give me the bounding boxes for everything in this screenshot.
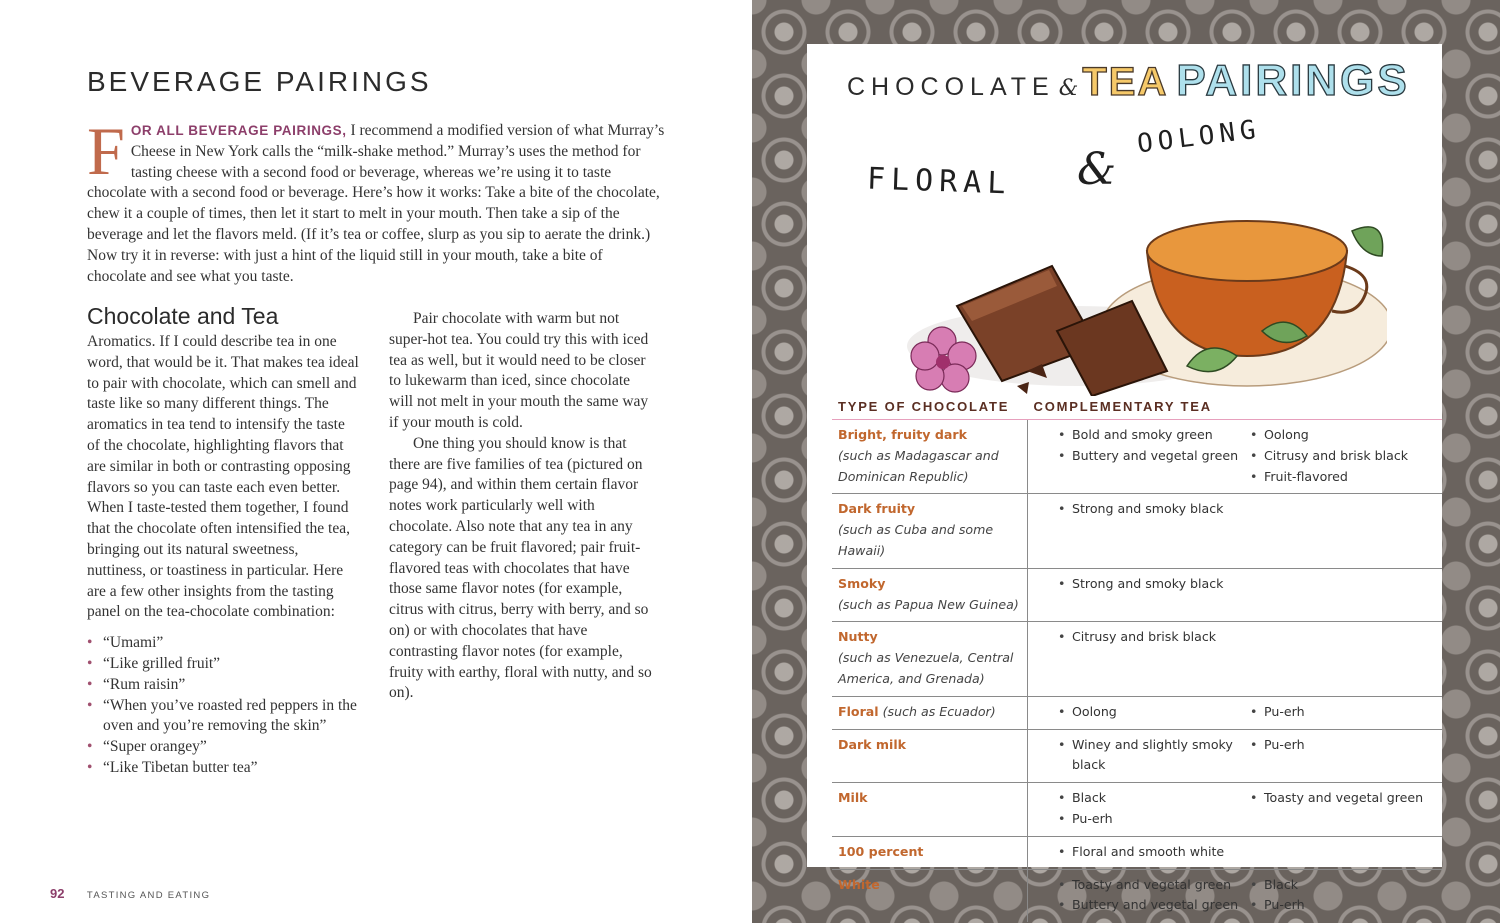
title-ampersand: & <box>1058 76 1079 101</box>
tea-column <box>1058 788 1250 830</box>
table-row <box>832 568 1442 622</box>
page-footer <box>50 885 210 903</box>
column-left <box>87 301 359 779</box>
title-pairings: PAIRINGS <box>1176 56 1410 105</box>
list-item: • “When you’ve roasted red peppers in the oven and you’re removing the skin” <box>87 696 359 738</box>
tea-families-paragraph: One thing you should know is that there are five families of tea (pictured on page 94), and within them certain flavor notes work particularly well with chocolate. Also note that any tea in any category can be fruit flavored; pair fruit-flavored teas with chocolates that have those same flavor notes (for example, citrus with citrus, berry with berry, and so on) or with chocolates that have contrasting flavor notes (for example, fruity with earthy, floral with nutty, and so on). <box>389 434 652 702</box>
list-item: • Oolong <box>1058 702 1250 723</box>
tea-column <box>1058 425 1250 487</box>
chocolate-origin: (such as Cuba and some Hawaii) <box>838 522 994 558</box>
chocolate-origin: (such as Madagascar and Dominican Republic) <box>838 447 999 484</box>
tea-cell <box>1028 729 1443 783</box>
title-tea: TEA <box>1082 60 1169 104</box>
label-floral: FLORAL <box>866 161 1012 202</box>
aromatics-paragraph: Aromatics. If I could describe tea in one word, that would be it. That makes tea ideal to pair with chocolate, which can smell and taste like so many different things. The aromatics in tea tend to intensify the taste of the chocolate, highlighting flavors that are similar in both or contrasting opposing flavors so you can taste each even better. When I taste-tested them together, I found that the chocolate often intensified the tea, bringing out its natural sweetness, nuttiness, or toastiness in particular. Here are a few other insights from the tasting panel on the tea-chocolate combination: <box>87 333 359 621</box>
tea-list <box>1058 627 1250 648</box>
tea-list <box>1058 499 1250 520</box>
table-row <box>832 494 1442 568</box>
tea-list <box>1058 875 1250 917</box>
column-right <box>389 309 655 704</box>
list-item: • Pu-erh <box>1250 895 1442 916</box>
tea-cell <box>1028 836 1443 869</box>
chocolate-type: Dark fruity <box>838 501 916 517</box>
chocolate-type: Milk <box>838 790 868 806</box>
list-item: • Toasty and vegetal green <box>1058 875 1250 896</box>
pairings-card <box>807 44 1442 913</box>
tea-cell <box>1028 494 1443 568</box>
chocolate-cell <box>832 729 1028 783</box>
list-item: • “Rum raisin” <box>87 675 359 696</box>
chocolate-type: 100 percent <box>838 843 924 859</box>
tea-cell <box>1028 696 1443 729</box>
tea-cell <box>1028 568 1443 622</box>
drop-cap: F <box>87 113 125 189</box>
tea-column <box>1250 499 1442 520</box>
list-item: • Bold and smoky green <box>1058 425 1250 446</box>
chocolate-origin: (such as Ecuador) <box>882 703 996 719</box>
tea-list <box>1058 702 1250 723</box>
chocolate-and-tea-illustration <box>867 116 1387 396</box>
chocolate-cell <box>832 696 1028 729</box>
intro-paragraph <box>87 113 665 287</box>
running-head: TASTING AND EATING <box>86 890 211 901</box>
tea-list <box>1250 702 1442 723</box>
tea-column <box>1058 499 1250 520</box>
tea-list <box>1058 735 1250 777</box>
tea-surface <box>1147 221 1347 281</box>
label-ampersand: & <box>1077 144 1117 195</box>
pairings-table <box>832 394 1442 922</box>
chocolate-type: Nutty <box>838 629 878 645</box>
tea-column <box>1250 702 1442 723</box>
table-row <box>832 869 1442 922</box>
chocolate-cell <box>832 783 1028 837</box>
list-item: • Fruit-flavored <box>1250 467 1442 488</box>
table-header-row <box>832 394 1442 420</box>
list-item: • Pu-erh <box>1058 809 1250 830</box>
chocolate-cell <box>832 836 1028 869</box>
tea-list <box>1250 875 1442 917</box>
list-item: • Floral and smooth white <box>1058 842 1250 863</box>
subhead-chocolate-and-tea: Chocolate and Tea <box>87 303 279 329</box>
table-body <box>832 420 1442 923</box>
list-item: • Oolong <box>1250 425 1442 446</box>
chocolate-type: Smoky <box>838 575 886 591</box>
tea-column <box>1058 875 1250 917</box>
tea-cell <box>1028 869 1443 922</box>
list-item: • Citrusy and brisk black <box>1058 627 1250 648</box>
tea-column <box>1250 627 1442 648</box>
list-item: • “Umami” <box>87 633 359 654</box>
table-row <box>832 622 1442 696</box>
page-number: 92 <box>50 886 65 901</box>
tea-column <box>1058 735 1250 777</box>
tea-column <box>1250 842 1442 863</box>
chocolate-cell <box>832 494 1028 568</box>
list-item: • “Super orangey” <box>87 737 359 758</box>
chocolate-cell <box>832 420 1028 494</box>
list-item: • Citrusy and brisk black <box>1250 446 1442 467</box>
tea-column <box>1250 735 1442 777</box>
list-item: • “Like Tibetan butter tea” <box>87 758 359 779</box>
chocolate-cell <box>832 568 1028 622</box>
tea-column <box>1250 788 1442 830</box>
header-complementary-tea: COMPLEMENTARY TEA <box>1028 394 1443 420</box>
list-item: • Pu-erh <box>1250 702 1442 723</box>
tea-list <box>1250 425 1442 487</box>
list-item: • Winey and slightly smoky black <box>1058 735 1250 777</box>
chocolate-type: Floral <box>838 703 879 719</box>
chocolate-type: White <box>838 876 880 892</box>
tea-list <box>1250 788 1442 809</box>
tea-list <box>1250 735 1442 756</box>
tea-column <box>1250 574 1442 595</box>
table-row <box>832 696 1442 729</box>
list-item: • Black <box>1250 875 1442 896</box>
tea-cell <box>1028 420 1443 494</box>
list-item: • “Like grilled fruit” <box>87 654 359 675</box>
tea-column <box>1250 875 1442 917</box>
list-item: • Buttery and vegetal green <box>1058 895 1250 916</box>
list-item: • Strong and smoky black <box>1058 499 1250 520</box>
tea-cell <box>1028 783 1443 837</box>
table-row <box>832 420 1442 494</box>
chocolate-type: Bright, fruity dark <box>838 427 967 442</box>
list-item: • Black <box>1058 788 1250 809</box>
card-title <box>847 56 1410 116</box>
lead-in: OR ALL BEVERAGE PAIRINGS, <box>130 123 347 138</box>
table-row <box>832 729 1442 783</box>
list-item: • Buttery and vegetal green <box>1058 446 1250 467</box>
intro-text: I recommend a modified version of what Murray’s Cheese in New York calls the “milk-shake method.” Murray’s uses the method for tasting cheese with a second food or beverage, whereas we’re using it to taste chocolate with a second food or beverage. Here’s how it works: Take a bite of the chocolate, chew it a couple of times, then let it start to melt in your mouth. Then take a sip of the beverage and let the flavors meld. (If it’s tea or coffee, slurp as you sip to aerate the drink.) Now try it in reverse: with just a hint of the liquid still in your mouth, take a bite of chocolate and see what you taste. <box>87 122 665 285</box>
tea-column <box>1058 842 1250 863</box>
table-row <box>832 836 1442 869</box>
chocolate-cell <box>832 622 1028 696</box>
tea-cell <box>1028 622 1443 696</box>
tea-column <box>1058 627 1250 648</box>
chocolate-origin: (such as Papua New Guinea) <box>838 596 1019 612</box>
mint-leaf-icon <box>1352 227 1383 256</box>
tasting-quotes-list <box>87 633 359 779</box>
tea-list <box>1058 574 1250 595</box>
tea-list <box>1058 842 1250 863</box>
chocolate-origin: (such as Venezuela, Central America, and Grenada) <box>838 650 1014 686</box>
temperature-paragraph: Pair chocolate with warm but not super-hot tea. You could try this with iced tea as well, but it would need to be closer to lukewarm than iced, since chocolate will not melt in your mouth the same way if your mouth is cold. <box>389 310 649 431</box>
tea-column <box>1250 425 1442 487</box>
right-page <box>752 0 1500 923</box>
table-row <box>832 783 1442 837</box>
tea-column <box>1058 574 1250 595</box>
tea-list <box>1058 425 1250 467</box>
list-item: • Toasty and vegetal green <box>1250 788 1442 809</box>
title-chocolate: CHOCOLATE <box>847 73 1055 101</box>
label-oolong: OOLONG <box>1135 114 1263 160</box>
list-item: • Strong and smoky black <box>1058 574 1250 595</box>
section-title: BEVERAGE PAIRINGS <box>87 66 432 97</box>
header-type-of-chocolate: TYPE OF CHOCOLATE <box>832 394 1028 420</box>
chocolate-cell <box>832 869 1028 922</box>
tea-column <box>1058 702 1250 723</box>
chocolate-type: Dark milk <box>838 736 907 752</box>
tea-list <box>1058 788 1250 830</box>
list-item: • Pu-erh <box>1250 735 1442 756</box>
